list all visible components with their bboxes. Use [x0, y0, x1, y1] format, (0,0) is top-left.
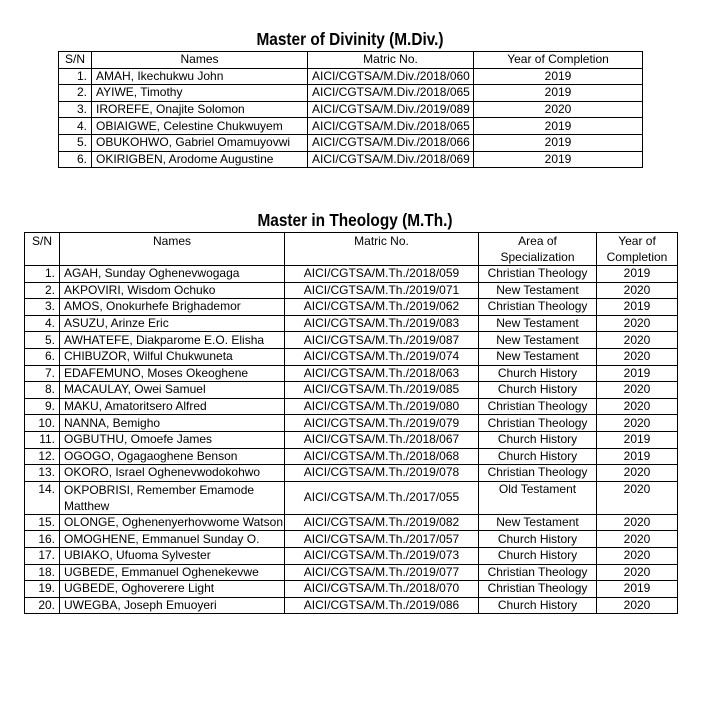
sn-cell: 18.	[25, 564, 60, 581]
sn-cell: 6.	[25, 348, 60, 365]
area-cell: New Testament	[479, 332, 597, 349]
table-row	[25, 547, 678, 564]
area-cell: New Testament	[479, 282, 597, 299]
sn-cell: 5.	[59, 134, 92, 151]
sn-cell: 4.	[59, 118, 92, 135]
sn-cell: 2.	[25, 282, 60, 299]
name-cell: NANNA, Bemigho	[60, 415, 285, 432]
area-cell: Church History	[479, 448, 597, 465]
matric-cell: AICI/CGTSA/M.Th./2019/082	[285, 514, 479, 531]
year-cell: 2019	[474, 118, 643, 135]
table-header-row	[25, 233, 678, 266]
name-cell: CHIBUZOR, Wilful Chukwuneta	[60, 348, 285, 365]
matric-cell: AICI/CGTSA/M.Th./2019/087	[285, 332, 479, 349]
sn-cell: 1.	[25, 266, 60, 283]
name-cell: MACAULAY, Owei Samuel	[60, 382, 285, 399]
mdiv-table-body	[59, 68, 643, 168]
table-row	[25, 398, 678, 415]
year-cell: 2019	[597, 581, 678, 598]
year-cell: 2020	[597, 282, 678, 299]
sn-cell: 15.	[25, 514, 60, 531]
matric-cell: AICI/CGTSA/M.Th./2019/073	[285, 547, 479, 564]
table-row	[59, 101, 643, 118]
area-cell: Christian Theology	[479, 299, 597, 316]
area-cell: Church History	[479, 365, 597, 382]
year-cell: 2019	[474, 134, 643, 151]
year-cell: 2020	[597, 348, 678, 365]
year-cell: 2020	[597, 315, 678, 332]
table-header-row	[59, 52, 643, 69]
sn-cell: 16.	[25, 531, 60, 548]
area-cell: Church History	[479, 547, 597, 564]
mth-section-title: Master in Theology (M.Th.)	[257, 210, 453, 230]
name-cell: OLONGE, Oghenenyerhovwome Watson	[60, 514, 285, 531]
table-row	[25, 332, 678, 349]
sn-cell: 5.	[25, 332, 60, 349]
matric-cell: AICI/CGTSA/M.Div./2018/065	[308, 118, 474, 135]
table-row	[25, 365, 678, 382]
header-year: Year of Completion	[597, 233, 678, 266]
matric-cell: AICI/CGTSA/M.Th./2018/070	[285, 581, 479, 598]
matric-cell: AICI/CGTSA/M.Th./2018/068	[285, 448, 479, 465]
name-cell: OGOGO, Ogagaoghene Benson	[60, 448, 285, 465]
year-cell: 2020	[597, 398, 678, 415]
year-cell: 2020	[474, 101, 643, 118]
year-cell: 2019	[597, 431, 678, 448]
mth-graduates-table	[24, 232, 678, 614]
header-names: Names	[60, 233, 285, 266]
year-cell: 2019	[474, 151, 643, 168]
table-row	[59, 85, 643, 102]
name-cell: UGBEDE, Oghoverere Light	[60, 581, 285, 598]
sn-cell: 3.	[25, 299, 60, 316]
table-row	[59, 68, 643, 85]
sn-cell: 12.	[25, 448, 60, 465]
sn-cell: 8.	[25, 382, 60, 399]
matric-cell: AICI/CGTSA/M.Th./2019/079	[285, 415, 479, 432]
table-row	[25, 465, 678, 482]
sn-cell: 10.	[25, 415, 60, 432]
mdiv-section-title: Master of Divinity (M.Div.)	[256, 29, 444, 49]
name-cell: EDAFEMUNO, Moses Okeoghene	[60, 365, 285, 382]
table-row	[25, 282, 678, 299]
area-cell: Church History	[479, 382, 597, 399]
year-cell: 2020	[597, 514, 678, 531]
year-cell: 2019	[597, 299, 678, 316]
sn-cell: 7.	[25, 365, 60, 382]
name-cell: ASUZU, Arinze Eric	[60, 315, 285, 332]
header-names: Names	[92, 52, 308, 69]
matric-cell: AICI/CGTSA/M.Th./2019/062	[285, 299, 479, 316]
sn-cell: 2.	[59, 85, 92, 102]
sn-cell: 19.	[25, 581, 60, 598]
table-row	[25, 348, 678, 365]
header-matric: Matric No.	[308, 52, 474, 69]
mth-table-body	[25, 266, 678, 614]
name-cell: MAKU, Amatoritsero Alfred	[60, 398, 285, 415]
name-cell: OKPOBRISI, Remember Emamode Matthew	[60, 481, 285, 514]
name-cell: AMOS, Onokurhefe Brighademor	[60, 299, 285, 316]
matric-cell: AICI/CGTSA/M.Th./2019/077	[285, 564, 479, 581]
year-cell: 2020	[597, 332, 678, 349]
name-cell: OKORO, Israel Oghenevwodokohwo	[60, 465, 285, 482]
matric-cell: AICI/CGTSA/M.Div./2018/060	[308, 68, 474, 85]
sn-cell: 17.	[25, 547, 60, 564]
year-cell: 2020	[597, 597, 678, 614]
year-cell: 2020	[597, 382, 678, 399]
area-cell: New Testament	[479, 514, 597, 531]
name-cell: OMOGHENE, Emmanuel Sunday O.	[60, 531, 285, 548]
table-row	[25, 315, 678, 332]
name-cell: AYIWE, Timothy	[92, 85, 308, 102]
year-cell: 2019	[474, 68, 643, 85]
matric-cell: AICI/CGTSA/M.Div./2018/065	[308, 85, 474, 102]
sn-cell: 4.	[25, 315, 60, 332]
table-row	[25, 448, 678, 465]
area-cell: Christian Theology	[479, 581, 597, 598]
matric-cell: AICI/CGTSA/M.Th./2019/083	[285, 315, 479, 332]
year-cell: 2020	[597, 415, 678, 432]
matric-cell: AICI/CGTSA/M.Div./2019/089	[308, 101, 474, 118]
mdiv-graduates-table	[58, 51, 643, 168]
matric-cell: AICI/CGTSA/M.Th./2018/067	[285, 431, 479, 448]
sn-cell: 13.	[25, 465, 60, 482]
area-cell: Church History	[479, 597, 597, 614]
table-row	[25, 431, 678, 448]
table-row	[25, 415, 678, 432]
year-cell: 2019	[597, 266, 678, 283]
name-cell: AKPOVIRI, Wisdom Ochuko	[60, 282, 285, 299]
year-cell: 2020	[597, 564, 678, 581]
name-cell: AWHATEFE, Diakparome E.O. Elisha	[60, 332, 285, 349]
table-row	[25, 597, 678, 614]
header-sn: S/N	[25, 233, 60, 266]
sn-cell: 11.	[25, 431, 60, 448]
area-cell: Christian Theology	[479, 415, 597, 432]
matric-cell: AICI/CGTSA/M.Th./2019/086	[285, 597, 479, 614]
table-row	[25, 531, 678, 548]
year-cell: 2020	[597, 547, 678, 564]
area-cell: Christian Theology	[479, 398, 597, 415]
table-row	[25, 266, 678, 283]
table-row	[59, 134, 643, 151]
matric-cell: AICI/CGTSA/M.Th./2019/080	[285, 398, 479, 415]
area-cell: New Testament	[479, 315, 597, 332]
matric-cell: AICI/CGTSA/M.Div./2018/066	[308, 134, 474, 151]
area-cell: New Testament	[479, 348, 597, 365]
area-cell: Christian Theology	[479, 564, 597, 581]
name-cell: AMAH, Ikechukwu John	[92, 68, 308, 85]
table-row	[25, 382, 678, 399]
sn-cell: 20.	[25, 597, 60, 614]
area-cell: Old Testament	[479, 481, 597, 514]
area-cell: Christian Theology	[479, 465, 597, 482]
header-sn: S/N	[59, 52, 92, 69]
name-cell: OBUKOHWO, Gabriel Omamuyovwi	[92, 134, 308, 151]
table-row	[25, 564, 678, 581]
area-cell: Church History	[479, 431, 597, 448]
table-row	[25, 581, 678, 598]
header-year: Year of Completion	[474, 52, 643, 69]
year-cell: 2020	[597, 465, 678, 482]
header-matric: Matric No.	[285, 233, 479, 266]
name-cell: UBIAKO, Ufuoma Sylvester	[60, 547, 285, 564]
sn-cell: 1.	[59, 68, 92, 85]
name-cell: OGBUTHU, Omoefe James	[60, 431, 285, 448]
sn-cell: 9.	[25, 398, 60, 415]
year-cell: 2019	[597, 448, 678, 465]
matric-cell: AICI/CGTSA/M.Th./2018/063	[285, 365, 479, 382]
year-cell: 2019	[474, 85, 643, 102]
matric-cell: AICI/CGTSA/M.Th./2019/078	[285, 465, 479, 482]
table-row	[59, 151, 643, 168]
matric-cell: AICI/CGTSA/M.Th./2018/059	[285, 266, 479, 283]
matric-cell: AICI/CGTSA/M.Th./2019/085	[285, 382, 479, 399]
matric-cell: AICI/CGTSA/M.Th./2019/071	[285, 282, 479, 299]
name-cell: OKIRIGBEN, Arodome Augustine	[92, 151, 308, 168]
matric-cell: AICI/CGTSA/M.Th./2017/057	[285, 531, 479, 548]
sn-cell: 14.	[25, 481, 60, 514]
matric-cell: AICI/CGTSA/M.Th./2019/074	[285, 348, 479, 365]
name-cell: IROREFE, Onajite Solomon	[92, 101, 308, 118]
year-cell: 2020	[597, 481, 678, 514]
matric-cell: AICI/CGTSA/M.Div./2018/069	[308, 151, 474, 168]
table-row	[25, 481, 678, 514]
sn-cell: 6.	[59, 151, 92, 168]
area-cell: Church History	[479, 531, 597, 548]
name-cell: UWEGBA, Joseph Emuoyeri	[60, 597, 285, 614]
header-area: Area of Specialization	[479, 233, 597, 266]
matric-cell: AICI/CGTSA/M.Th./2017/055	[285, 481, 479, 514]
name-cell: UGBEDE, Emmanuel Oghenekevwe	[60, 564, 285, 581]
table-row	[25, 299, 678, 316]
name-cell: AGAH, Sunday Oghenevwogaga	[60, 266, 285, 283]
area-cell: Christian Theology	[479, 266, 597, 283]
year-cell: 2019	[597, 365, 678, 382]
year-cell: 2020	[597, 531, 678, 548]
sn-cell: 3.	[59, 101, 92, 118]
table-row	[59, 118, 643, 135]
table-row	[25, 514, 678, 531]
name-cell: OBIAIGWE, Celestine Chukwuyem	[92, 118, 308, 135]
